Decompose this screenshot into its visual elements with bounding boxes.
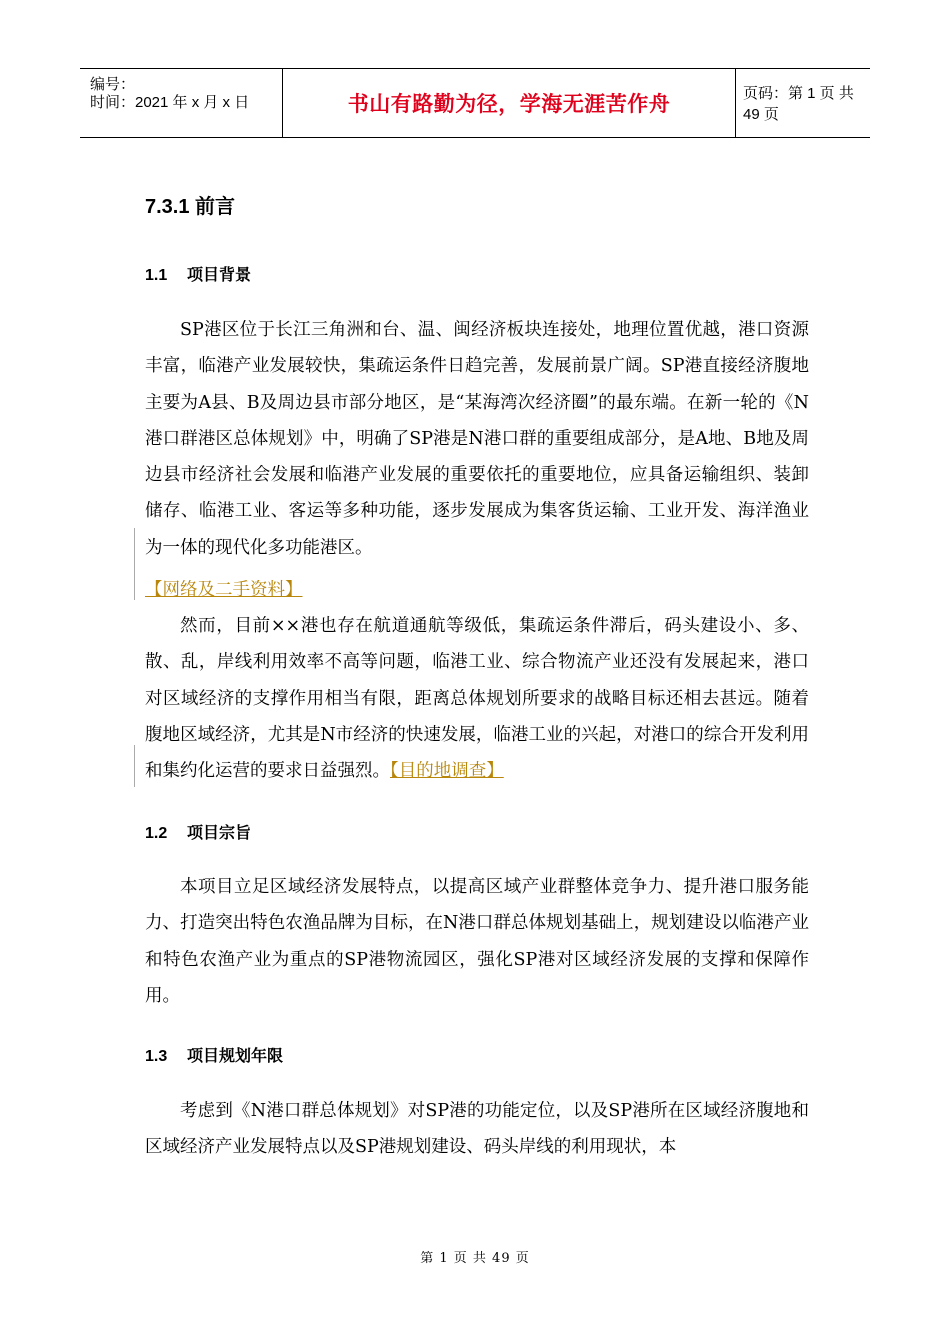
header-motto-cell — [282, 69, 736, 137]
document-header — [80, 68, 870, 138]
section-number: 1.2 — [145, 825, 168, 842]
page-info: 页码：第 1 页 共 49 页 — [743, 85, 854, 123]
revision-bar — [134, 745, 135, 787]
source-tag-online[interactable]: 【网络及二手资料】 — [145, 580, 303, 600]
main-title: 7.3.1 前言 — [145, 196, 236, 218]
section-title: 项目规划年限 — [187, 1048, 284, 1065]
section-number: 1.3 — [145, 1048, 168, 1065]
section-heading-1-1 — [145, 262, 251, 285]
section-heading-1-3 — [145, 1043, 283, 1066]
header-meta-cell — [80, 69, 282, 137]
paragraph-background-1: SP港区位于长江三角洲和台、温、闽经济板块连接处，地理位置优越，港口资源丰富，临港产业发展较快，集疏运条件日趋完善，发展前景广阔。SP港直接经济腹地主要为A县、B及周边县市部分地区，是“某海湾次经济圈”的最东端。在新一轮的《N港口群港区总体规划》中，明确了SP港是N港口群的重要组成部分，是A地、B地及周边县市经济社会发展和临港产业发展的重要依托的重要地位，应具备运输组织、装卸储存、临港工业、客运等多种功能，逐步发展成为集客货运输、工业开发、海洋渔业为一体的现代化多功能港区。 — [145, 320, 809, 558]
section-title: 项目背景 — [187, 267, 252, 284]
header-page-cell — [735, 69, 870, 137]
page-footer: 第 1 页 共 49 页 — [420, 1251, 530, 1266]
revision-bar — [134, 528, 135, 600]
section-number: 1.1 — [145, 267, 168, 284]
paragraph-background-2 — [145, 608, 809, 789]
section-heading-1-2 — [145, 820, 251, 843]
source-tag-line — [145, 572, 303, 608]
paragraph-text: 然而，目前××港也存在航道通航等级低，集疏运条件滞后，码头建设小、多、散、乱，岸线利用效率不高等问题，临港工业、综合物流产业还没有发展起来，港口对区域经济的支撑作用相当有限，距离总体规划所要求的战略目标还相去甚远。随着腹地区域经济，尤其是N市经济的快速发展，临港工业的兴起，对港口的综合开发利用和集约化运营的要求日益强烈。 — [145, 616, 809, 782]
section-title: 项目宗旨 — [187, 825, 252, 842]
paragraph-purpose: 本项目立足区域经济发展特点，以提高区域产业群整体竞争力、提升港口服务能力、打造突出特色农渔品牌为目标，在N港口群总体规划基础上，规划建设以临港产业和特色农渔产业为重点的SP港物流园区，强化SP港对区域经济发展的支撑和保障作用。 — [145, 877, 809, 1006]
date-label: 时间：2021 年 x 月 x 日 — [90, 94, 250, 111]
paragraph-planning-period: 考虑到《N港口群总体规划》对SP港的功能定位，以及SP港所在区域经济腹地和区域经济产业发展特点以及SP港规划建设、码头岸线的利用现状，本 — [145, 1101, 809, 1158]
motto-text: 书山有路勤为径，学海无涯苦作舟 — [347, 93, 671, 116]
source-tag-survey[interactable]: 【目的地调查】 — [390, 761, 504, 782]
number-label: 编号： — [90, 76, 136, 93]
